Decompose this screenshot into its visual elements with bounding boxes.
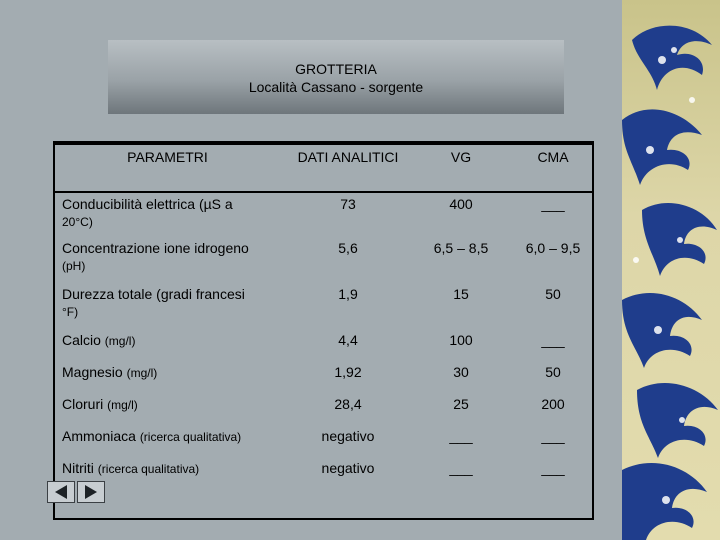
header-param: PARAMETRI: [127, 149, 208, 165]
row-vg: 30: [453, 364, 469, 380]
row-dati: 5,6: [338, 240, 358, 256]
row-label: Concentrazione ione idrogeno: [62, 240, 249, 256]
row-dati: 73: [340, 196, 356, 212]
row-cma: ___: [541, 332, 565, 348]
row-cma: ___: [541, 428, 565, 444]
row-label: Durezza totale (gradi francesi: [62, 286, 245, 302]
row-label: Magnesio: [62, 364, 123, 380]
row-unit: (ricerca qualitativa): [97, 462, 200, 476]
row-name: [62, 460, 274, 478]
row-dati: 1,9: [338, 286, 358, 302]
slide-navigation: [47, 481, 109, 505]
row-vg: ___: [449, 460, 473, 476]
row-unit: (mg/l): [104, 334, 136, 348]
row-name: [62, 196, 274, 231]
row-name: [62, 286, 274, 321]
header-vg: VG: [450, 149, 472, 165]
row-unit: (mg/l): [126, 366, 158, 380]
row-dati: 28,4: [334, 396, 362, 412]
row-name: [62, 396, 274, 414]
row-vg: 100: [449, 332, 473, 348]
previous-slide-icon: [53, 484, 69, 500]
row-name: [62, 364, 274, 382]
header-cma: CMA: [537, 149, 569, 165]
previous-slide-button[interactable]: [47, 481, 75, 503]
title-box: [108, 40, 564, 114]
row-label: Conducibilità elettrica (µS a: [62, 196, 233, 212]
row-vg: 400: [449, 196, 473, 212]
row-dati: negativo: [321, 428, 375, 444]
next-slide-icon: [83, 484, 99, 500]
row-cma: 50: [545, 286, 561, 302]
row-label: Nitriti: [62, 460, 94, 476]
row-dati: 4,4: [338, 332, 358, 348]
row-vg: 6,5 – 8,5: [433, 240, 489, 256]
row-cma: 6,0 – 9,5: [525, 240, 581, 256]
row-vg: 25: [453, 396, 469, 412]
next-slide-button[interactable]: [77, 481, 105, 503]
wave-illustration: [622, 0, 720, 540]
title-location: GROTTERIA: [295, 61, 377, 77]
row-label: Cloruri: [62, 396, 104, 412]
row-vg: ___: [449, 428, 473, 444]
row-dati: 1,92: [334, 364, 362, 380]
row-unit: (mg/l): [107, 398, 138, 412]
parameters-table: [53, 141, 594, 520]
row-label: Ammoniaca: [62, 428, 136, 444]
row-unit: °F): [62, 305, 79, 319]
row-dati: negativo: [321, 460, 375, 476]
row-name: [62, 332, 274, 350]
row-label: Calcio: [62, 332, 101, 348]
row-cma: ___: [541, 196, 565, 212]
row-cma: ___: [541, 460, 565, 476]
row-unit: 20°C): [62, 215, 93, 229]
header-dati: DATI ANALITICI: [297, 149, 399, 165]
row-name: [62, 428, 274, 446]
row-vg: 15: [453, 286, 469, 302]
row-name: [62, 240, 274, 275]
title-subtitle: Località Cassano - sorgente: [248, 79, 424, 95]
row-cma: 200: [541, 396, 565, 412]
row-cma: 50: [545, 364, 561, 380]
row-unit: (pH): [62, 259, 86, 273]
row-unit: (ricerca qualitativa): [139, 430, 242, 444]
